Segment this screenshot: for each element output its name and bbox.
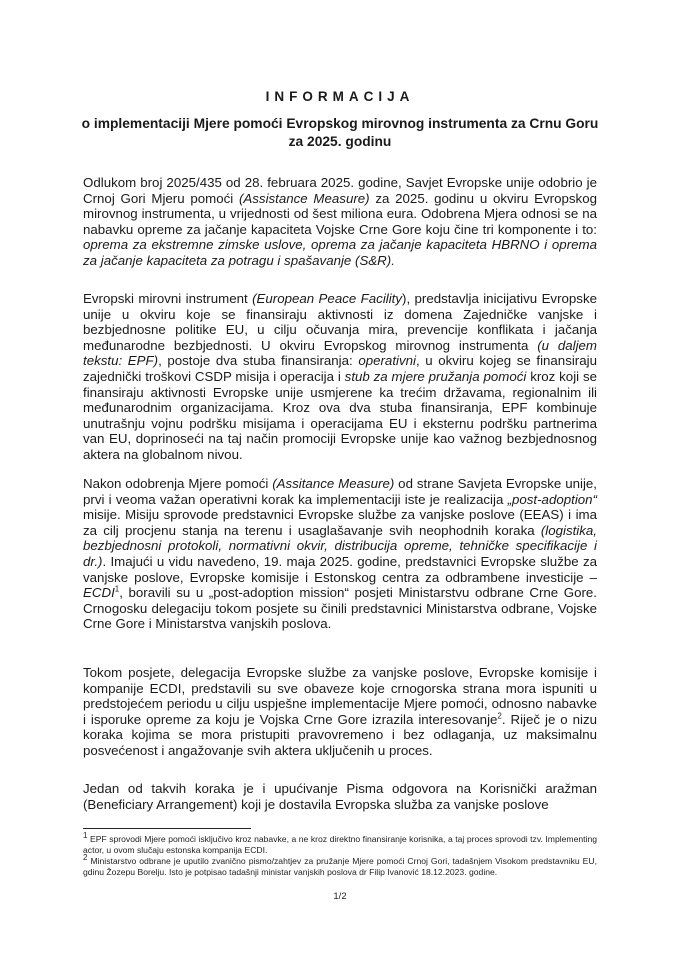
text: , postoje dva stuba finansiranja:	[158, 353, 359, 369]
text: kroz koji se finansiraju aktivnosti Evropske unije usmjerene ka trećim državama, regionalnim ili međunarodnim organizacijama. Kroz ova dva stuba finansiranja, EPF kombinuje unutrašnju vojnu podršku misijama i operacijama EU i eksternu podršku partnerima van EU, doprinoseći na taj način promociji Evropske unije kao važnog bezbjednosnog aktera na globalnom nivou.	[83, 368, 597, 462]
subtitle-line-2: za 2025. godinu	[288, 134, 392, 149]
footnote-text: EPF sprovodi Mjere pomoći isključivo kroz nabavke, a ne kroz direktno finansiranje korisnika, a taj proces sprovodi tzv. Implementing actor, u ovom slučaju estonska kompanija ECDI.	[83, 834, 597, 855]
italic-text: operativni	[358, 353, 416, 369]
italic-text: „post-adoption“	[507, 491, 597, 507]
footnote-2	[83, 853, 597, 877]
italic-text: (Assitance Measure)	[272, 476, 395, 491]
text: , boravili su u „post-adoption mission“ posjeti Ministarstvu odbrane Crne Gore. Crnogosku delegaciju tokom posjete su činili predstavnici Ministarstva odbrane, Vojske Crne Gore i Ministarstva vanjskih poslova.	[83, 585, 597, 632]
text: Odlukom broj 2025/435 od 28. februara 2025. godine, Savjet Evropske unije odobrio je Crnoj Gori Mjeru pomoći	[83, 175, 597, 206]
subtitle-line-1: o implementaciji Mjere pomoći Evropskog mirovnog instrumenta za Crnu Goru	[81, 116, 599, 131]
text: . Riječ je o nizu koraka kojima se mora pristupiti pravovremeno i bez odlaganja, uz maksimalnu posvećenost i angažovanje svih aktera uključenih u proces.	[83, 711, 597, 758]
paragraph-5	[83, 781, 597, 812]
italic-text: (logistika, bezbjednosni protokoli, normativni okvir, distribucija opreme, tehničke specifikacije i dr.)	[83, 522, 597, 569]
footnote-number: 1	[83, 831, 88, 841]
footnote-number: 2	[83, 853, 88, 863]
text: od strane Savjeta Evropske unije, prvi i veoma važan operativni korak ka implementaciji iste je realizacija	[83, 476, 597, 507]
text: Tokom posjete, delegacija Evropske službe za vanjske poslove, Evropske komisije i kompanije ECDI, predstavili su sve obaveze koje crnogorska strana mora ispuniti u predstojećem periodu u cilju uspješne implementacije Mjere pomoći, odnosno nabavke i isporuke opreme za koju je Vojska Crne Gore izrazila interesovanje	[83, 665, 597, 727]
document-title: INFORMACIJA	[265, 89, 415, 104]
document-subtitle	[73, 115, 607, 151]
italic-text: (u daljem tekstu: EPF)	[83, 337, 597, 369]
footnote-ref-2[interactable]: 2	[497, 711, 502, 721]
italic-text: (Assistance Measure)	[238, 190, 370, 206]
paragraph-2	[83, 291, 597, 463]
text: Evropski mirovni instrument	[83, 291, 253, 306]
italic-text: ECDI	[83, 585, 115, 601]
text: . Imajući u vidu navedeno, 19. maja 2025. godine, predstavnici Evropske službe za vanjske poslove, Evropske komisije i Estonskog centra za odbrambene investicije –	[83, 553, 597, 585]
footnote-ref-1[interactable]: 1	[114, 584, 120, 594]
text: za 2025. godinu u okviru Evropskog mirovnog instrumenta, u vrijednosti od šest miliona eura. Odobrena Mjera odnosi se na nabavku opreme za jačanje kapaciteta Vojske Crne Gore koju čine tri komponente i to:	[83, 190, 597, 237]
paragraph-1	[83, 175, 597, 269]
footnote-1	[83, 831, 597, 855]
italic-text: oprema za ekstremne zimske uslove, oprema za jačanje kapaciteta HBRNO i oprema za jačanje kapaciteta za potragu i spašavanje (S&R).	[83, 237, 597, 268]
page-number: 1/2	[333, 891, 347, 902]
paragraph-3	[83, 476, 597, 632]
text: ), predstavlja inicijativu Evropske unije u okviru koje se finansiraju aktivnosti iz domena Zajedničke vanjske i bezbjednosne politike EU, u cilju očuvanja mira, prevencije konflikata i jačanja međunarodne bezbjednosti. U okviru Evropskog mirovnog instrumenta	[83, 291, 597, 353]
text: Nakon odobrenja Mjere pomoći	[83, 476, 273, 491]
text: misije. Misiju sprovode predstavnici Evropske službe za vanjske poslove (EEAS) i ima za cilj procjenu stanja na terenu i usaglašavanje svih neophodnih koraka	[83, 507, 597, 538]
footnote-text: Ministarstvo odbrane je uputilo zvanično pismo/zahtjev za pružanje Mjere pomoći Crnoj Gori, tadašnjem Visokom predstavniku EU, gdinu Žozepu Borelju. Isto je potpisao tadašnji ministar vanjskih poslova dr Filip Ivanović 18.12.2023. godine.	[83, 856, 597, 877]
text: Jedan od takvih koraka je i upućivanje Pisma odgovora na Korisnički aražman (Beneficiary Arrangement) koji je dostavila Evropska služba za vanjske poslove	[83, 781, 597, 812]
italic-text: stub za mjere pružanja pomoći	[344, 368, 527, 384]
italic-text: (European Peace Facility	[252, 291, 403, 306]
paragraph-4	[83, 665, 597, 759]
text: , u okviru kojeg se finansiraju zajednički troškovi CSDP misija i operacija i	[83, 353, 597, 384]
footnote-divider	[83, 828, 251, 829]
